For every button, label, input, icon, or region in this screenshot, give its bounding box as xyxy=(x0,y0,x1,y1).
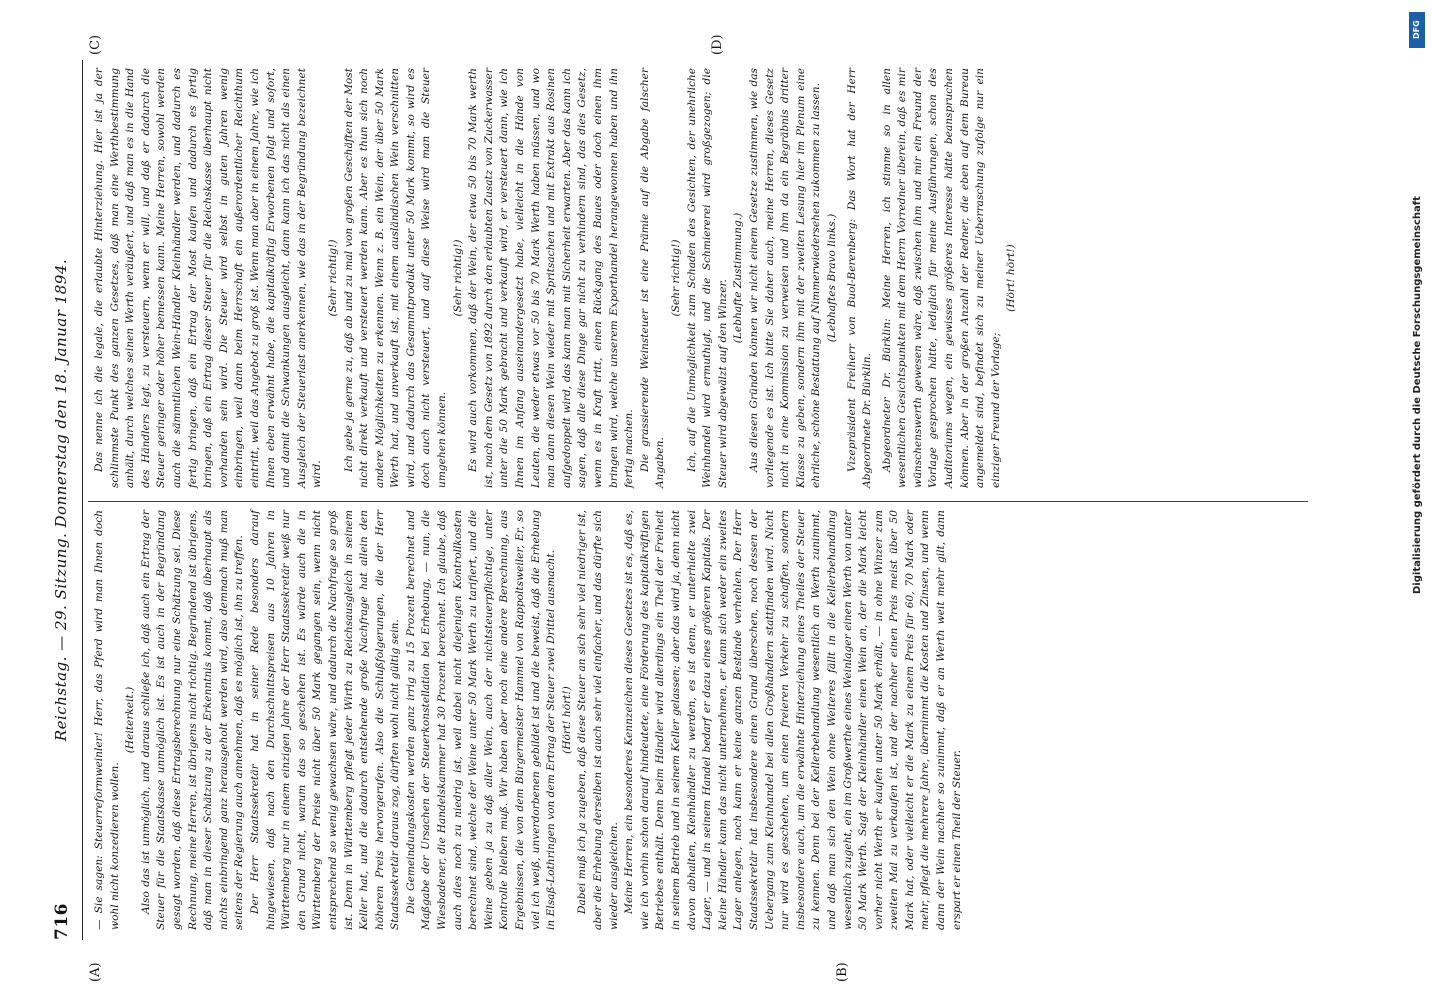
dfg-logo: DFG xyxy=(1409,12,1425,48)
credit-text: Digitalisierung gefördert durch die Deutsche Forschungsgemeinschaft xyxy=(1412,196,1423,594)
paragraph: Es wird auch vorkommen, daß der Wein, der etwa 50 bis 70 Mark werth ist, nach dem Gesetz von 1892 durch den erlaubten Zusatz von Zuckerwasser unter die 50 Mark gebracht und verkauft wird, er versteuert dann, wie ich Ihnen im Anfang auseinandergesetzt habe, vielleicht in die Hände von Leuten, die weder etwas vor 50 bis 70 Mark Werth haben müssen, und wo man dann diesen Wein wieder mit Spritsachen und mit Extrakt aus Rosinen aufgedoppelt wird, das kann man mit Sicherheit erwarten. Aber das kann ich sagen, daß alle diese Dinge gar nicht zu verhindern sind, das dies Gesetz, wenn es in Kraft tritt, einen Rückgang des Baues oder doch einen ihm bringen wird, welche unserem Exporthandel herangewonnen haben und ihn fertig machen. xyxy=(467,68,636,488)
paragraph: Das nenne ich die legale, die erlaubte Hinterziehung. Hier ist ja der schlimmste Punkt des ganzen Gesetzes, daß man eine Werthbestimmung anhält, durch welches seinen Werth veräußert, und daß man es in die Hand des Händlers legt, zu versteuern, wenn er will, und daß er dadurch die Steuer geringer oder höher bemessen kann. Meine Herren, sowohl werden auch die sämmtlichen Wein-Händler Kleinhändler werden, und dadurch es fertig bringen, daß ein Ertrag der Most kaufen und dadurch es fertig bringen, daß ein Ertrag dieser Steuer für die Reichskasse überhaupt nicht vorhanden sein wird. Die Steuer wird selbst in guten Jahren wenig einbringen, weil dann beim Herrschaft ein außerordentlicher Reichthum eintritt, weil das Angebot zu groß ist. Wenn man aber in einem Jahre, wie ich Ihnen eben erwähnt habe, die kapitalkräftig Erworbenen folgt und sofort, und damit die Schwankungen ausgleicht, dann kann ich das nicht als einen Ausgleich der Steuerlast anerkennen, wie das in der Begründung bezeichnet wird. xyxy=(93,68,324,488)
paragraph: Aus diesen Gründen können wir nicht einem Gesetze zustimmen, wie das vorliegende es ist. Ich bitte Sie daher auch, meine Herren, dieses Gesetz nicht in eine Kommission zu verweisen und ihm da ein Begräbnis dritter Klasse zu geben, sondern ihm mit der zweiten Lesung hier im Plenum eine ehrliche, schöne Bestattung auf Nimmerwiedersehen zukommen zu lassen. xyxy=(747,68,823,488)
margin-marker-b: (B) xyxy=(835,962,850,982)
margin-marker-c: (C) xyxy=(88,34,103,55)
margin-marker-a: (A) xyxy=(88,962,103,982)
paragraph: Der Herr Staatssekretär hat in seiner Rede besonders darauf hingewiesen, daß nach den Durchschnittspreisen aus 10 Jahren in Württemberg nur in einem einzigen Jahre der Herr Staatssekretär weiß nur den Grund nicht, warum das so geschehen ist. Es würde auch die in Württemberg der Preise nicht über 50 Mark gegangen sein, wenn nicht entsprechend so wenig gewachsen wäre, und dadurch die Nachfrage so groß ist. Denn in Württemberg pflegt jeder Wirth zu Reichsausgleich in seinem Keller hat, und die dadurch entstehende große Nachfrage hat allein den höheren Preis hervorgerufen. Also die Schlußfolgerungen, die der Herr Staatssekretär daraus zog, dürften wohl nicht gültig sein. xyxy=(248,510,402,930)
paragraph: Also das ist unmöglich, und daraus schließe ich, daß auch ein Ertrag der Steuer für die Staatskasse unmöglich ist. Es ist auch in der Begründung gesagt worden, daß diese Ertragsberechnung nur eine Schätzung sei. Diese Rechnung, meine Herren, ist übrigens nicht richtig. Begründend ist übrigens, daß man in dieser Schätzung zu der Erkenntnis kommt, daß überhaupt als nichts einbringend ganz herausgeholt werden wird, also demnach muß man seitens der Regierung auch annehmen, daß es möglich ist, ihn zu treffen. xyxy=(139,510,246,930)
speaker-paragraph: Abgeordneter Dr. Bürklin: Meine Herren, ich stimme so in allen wesentlichen Gesichtspunkten mit dem Herrn Vorredner überein, daß es mir wünschenswerth gewesen wäre, daß zwischen ihm und mir ein Freund der Vorlage gesprochen hätte, lediglich für meine Ausführungen, schon des Auditoriums wegen, ein gewisses größeres Interesse hätte beanspruchen können. Aber in der großen Anzahl der Redner, die eben auf dem Bureau angemeldet sind, befindet sich zu meiner Ueberraschung zufolge nur ein einziger Freund der Vorlage; xyxy=(880,68,1002,488)
paragraph: Dabei muß ich ja zugeben, daß diese Steuer an sich sehr viel niedriger ist, aber die Erhebung derselben ist auch sehr viel einfacher, und das dürfte sich wieder ausgleichen. xyxy=(576,510,620,930)
page-header xyxy=(50,60,76,940)
paragraph: Ich gebe ja gerne zu, daß ab und zu mal von großen Geschäften der Most nicht direkt verkauft und versteuert werden kann. Aber es thun sich noch andere Möglichkeiten zu erkennen. Wenn z. B. ein Wein, der über 50 Mark Werth hat, und unverkauft ist, mit einem ausländischen Wein verschnitten wird, und dadurch das Gesammtprodukt unter 50 Mark kommt, so wird es doch auch nicht versteuert, und auf diese Weise wird man die Steuer umgehen können. xyxy=(342,68,449,488)
margin-marker-d: (D) xyxy=(710,34,725,55)
interjection: (Sehr richtig!) xyxy=(669,239,682,317)
interjection: (Sehr richtig!) xyxy=(326,239,339,317)
page-number: 716 xyxy=(52,903,72,940)
paragraph: Ich, auf die Unmöglichkeit zum Schaden des Gesichten, der unehrliche Weinhandel wird ermuthigt, und die Schmiererei wird großgezogen; die Steuer wird abgewälzt auf den Winzer. xyxy=(685,68,729,488)
paragraph: Meine Herren, ein besonderes Kennzeichen dieses Gesetzes ist es, daß es, wie ich vorhin schon darauf hindeutete, eine Förderung des kapitalkräftigen Betriebes enthält. Denn beim Händler wird allerdings ein Theil der Freiheit in seinem Betrieb und in seinem Keller gelassen; aber das wird ja, denn nicht davon abhalten, Kleinhändler zu werden, es ist denn, er unterhielte zwei Lager, — und in seinem Handel bedarf er dazu eines größeren Kapitals. Der kleine Händler kann das nicht unternehmen, er kann sich weder ein zweites Lager anlegen, noch kann er keine ganzen Bestände verhehlen. Der Herr Staatssekretär hat insbesondere einen Grund überschen, noch dessen der Uebergang zum Kleinhandel bei allen Großhändlern stattfinden wird. Nicht nur wird es geschehen, um einen freieren Verkehr zu schaffen, sondern insbesondere auch, um die erwähnte Hinterziehung eines Theiles der Steuer zu kennen. Denn bei der Kellerbehandlung wesentlich an Werth zunimmt, und daß man sich den Wein ohne Weiteres fällt in die Kellerbehandlung wesentlich zugeht, ein im Großwerthe eines Weinlager einen Werth von unter 50 Mark Werth. Sagt der Kleinhändler einen Wein an, der die Mark leicht vorher nicht Werth er kaufen unter 50 Mark erhält, — in ohne Winzer zum zweiten Mal zu verkaufen ist, und der nachher einen Preis meist über 50 Mark hat, oder vielleicht er die Mark zu einem Preis für 60, 70 Mark oder mehr, pflegt die mehrere Jahre, übernimmt die Kosten und Zinsen, und wenn dann der Wein nachher so zunimmt, daß er an Werth weit mehr gilt, dann erspart er einen Theil der Steuer. xyxy=(623,510,963,930)
paragraph: — Sie sagen: Steuerreformweinler! Herr, das Pferd wird man Ihnen doch wohl nicht konzedieren wollen. xyxy=(93,510,121,930)
interjection: (Lebhaftes Bravo links.) xyxy=(825,213,838,343)
right-column xyxy=(92,68,1020,488)
running-title: Reichstag. — 29. Sitzung. Donnerstag den 18. Januar 1894. xyxy=(52,258,70,742)
column-divider xyxy=(88,501,1308,502)
left-column xyxy=(92,510,965,930)
interjection: (Heiterkeit.) xyxy=(124,686,137,754)
interjection: (Sehr richtig!) xyxy=(451,239,464,317)
interjection: (Hört! hört!) xyxy=(560,686,573,754)
digitization-credit xyxy=(1406,8,1426,988)
paragraph: Die grassierende Weinsteuer ist eine Prämie auf die Abgabe falscher Angaben. xyxy=(638,68,667,488)
interjection: (Hört! hört!) xyxy=(1005,244,1018,312)
header-rule xyxy=(82,60,83,940)
speaker-paragraph: Vizepräsident Freiherr von Buol-Berenberg: Das Wort hat der Herr Abgeordnete Dr. Bürklin. xyxy=(845,68,874,488)
paragraph: Die Gemeindungskosten werden ganz irrig zu 15 Prozent berechnet und Maßgabe der Ursachen der Steuerkonstellation bei Erhebung, — nun, die Wiesbadener, die Handelskammer hat 30 Prozent berechnet. Ich glaube, daß auch dies noch zu niedrig ist, weil dabei nicht diejenigen Kontrollkosten berechnet sind, welche der Weine unter 50 Mark Werth zu tarifiert, und die Weine geben ja zu daß aller Wein, auch der nichtsteuerpflichtige, unter Kontrolle bleiben muß. Wir haben aber noch eine andere Berechnung, aus Ergebnissen, die von dem Bürgermeister Hammel von Rappoltsweiler, Er, so viel ich weiß, unverdorbenen gebildet ist und die beweist, daß die Erhebung in Elsaß-Lothringen von dem Ertrag der Steuer zwei Drittel ausmacht. xyxy=(404,510,558,930)
interjection: (Lebhafte Zustimmung.) xyxy=(732,212,745,344)
